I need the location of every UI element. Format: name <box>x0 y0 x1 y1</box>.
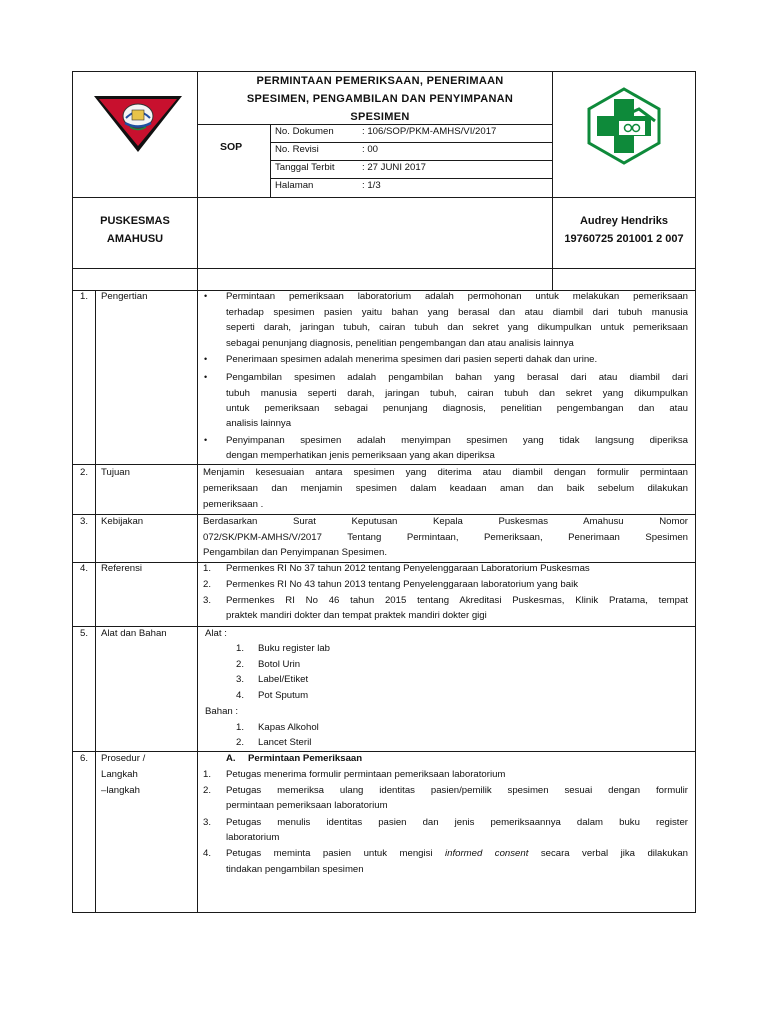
section-4-label: Referensi <box>101 563 143 574</box>
meta-label-page: Halaman <box>275 180 314 191</box>
meta-value-document-no: : 106/SOP/PKM-AMHS/VI/2017 <box>362 126 497 137</box>
section-6-label-line-2: Langkah <box>101 769 138 780</box>
material-1-number: 1. <box>236 722 245 733</box>
sop-label: SOP <box>220 141 243 153</box>
definition-1-line-3: seperti darah, jaringan tubuh, cairan tubuh dan sekret yang dikumpulkan untuk pemeriksaan <box>226 322 688 333</box>
definition-1-line-2: terhadap spesimen pasien yaitu bahan yang berasal dan atau diambil dari tubuh manusia <box>226 307 688 318</box>
section-5-label: Alat dan Bahan <box>101 628 167 639</box>
bullet-icon: • <box>204 435 208 445</box>
meta-value-revision: : 00 <box>362 144 379 155</box>
section-3-label: Kebijakan <box>101 516 144 527</box>
reference-3-line-1: Permenkes RI No 46 tahun 2015 tentang Akreditasi Puskesmas, Klinik Pratama, tempat <box>226 595 688 606</box>
section-3-number: 3. <box>80 516 89 527</box>
material-2-number: 2. <box>236 737 245 748</box>
section-4-number: 4. <box>80 563 89 574</box>
org-divider <box>72 268 696 269</box>
policy-line-2: 072/SK/PKM-AMHS/V/2017 Tentang Permintaan, Pemeriksaan, Penerimaan Spesimen <box>203 532 688 543</box>
reference-1-text: Permenkes RI No 37 tahun 2012 tentang Penyelenggaraan Laboratorium Puskesmas <box>226 563 590 574</box>
signatory-name: Audrey Hendriks <box>579 215 669 227</box>
section-6-label-line-1: Prosedur / <box>101 753 146 764</box>
step-4-line-2: tindakan pengambilan spesimen <box>226 864 364 875</box>
step-4-post: secara verbal jika dilakukan <box>528 848 688 859</box>
meta-value-page: : 1/3 <box>362 180 381 191</box>
section-divider-5 <box>72 751 696 752</box>
definition-4-line-1: Penyimpanan spesimen adalah menyimpan spesimen yang tidak langsung diperiksa <box>226 435 688 446</box>
step-3-line-1: Petugas menulis identitas pasien dan jenis pemeriksaannya dalam buku register <box>226 817 688 828</box>
tools-label: Alat : <box>205 628 227 639</box>
tool-3-number: 3. <box>236 674 245 685</box>
materials-label: Bahan : <box>205 706 239 717</box>
procedure-subheading-letter: A. <box>226 753 236 764</box>
policy-line-3: Pengambilan dan Penyimpanan Spesimen. <box>203 547 388 558</box>
step-2-number: 2. <box>203 785 212 796</box>
title-line-3: SPESIMEN <box>350 111 410 123</box>
procedure-subheading: Permintaan Pemeriksaan <box>248 753 363 764</box>
step-1-number: 1. <box>203 769 212 780</box>
kota-ambon-emblem <box>92 92 184 154</box>
header-divider <box>72 197 696 198</box>
tool-4-number: 4. <box>236 690 245 701</box>
tool-4-text: Pot Sputum <box>258 690 309 701</box>
definition-4-line-2: dengan memperhatikan jenis pemeriksaan yang akan diperiksa <box>226 450 495 461</box>
definition-1-line-4: sebagai penunjang diagnosis, penelitian pengembangan dan atau analisis lainnya <box>226 338 574 349</box>
step-3-line-2: laboratorium <box>226 832 280 843</box>
signatory-block <box>553 212 695 248</box>
step-3-number: 3. <box>203 817 212 828</box>
purpose-line-1: Menjamin kesesuaian antara spesimen yang diterima atau diambil dengan formulir permintaan <box>203 467 688 478</box>
step-2-line-1: Petugas memeriksa ulang identitas pasien/pemilik spesimen sesuai dengan formulir <box>226 785 688 796</box>
number-column-divider <box>95 290 96 913</box>
organization-name <box>73 212 197 248</box>
meta-label-issue-date: Tanggal Terbit <box>275 162 335 173</box>
reference-3-line-2: praktek mandiri dokter dan tempat praktek mandiri dokter gigi <box>226 610 487 621</box>
definition-2-line-1: Penerimaan spesimen adalah menerima spesimen dari pasien seperti dahak dan urine. <box>226 354 598 365</box>
definition-3-line-3: untuk pemeriksaan sebagai penunjang diagnosis, penelitian pengembangan dan atau <box>226 403 688 414</box>
meta-value-issue-date: : 27 JUNI 2017 <box>362 162 426 173</box>
section-6-number: 6. <box>80 753 89 764</box>
bullet-icon: • <box>204 291 208 301</box>
definition-1-line-1: Permintaan pemeriksaan laboratorium adalah permohonan untuk melakukan pemeriksaan <box>226 291 688 302</box>
title-line-2: SPESIMEN, PENGAMBILAN DAN PENYIMPANAN <box>246 93 514 105</box>
definition-3-line-1: Pengambilan spesimen adalah pengambilan bahan yang berasal dari atau diambil dari <box>226 372 688 383</box>
reference-3-number: 3. <box>203 595 212 606</box>
definition-3-line-2: tubuh manusia seperti darah, jaringan tubuh, cairan tubuh dan sekret yang dikumpulkan <box>226 388 688 399</box>
step-1-text: Petugas menerima formulir permintaan pemeriksaan laboratorium <box>226 769 506 780</box>
section-5-number: 5. <box>80 628 89 639</box>
section-1-number: 1. <box>80 291 89 302</box>
meta-label-document-no: No. Dokumen <box>275 126 334 137</box>
bullet-icon: • <box>204 372 208 382</box>
organization-line-2: AMAHUSU <box>106 233 164 245</box>
tool-1-text: Buku register lab <box>258 643 330 654</box>
section-2-label: Tujuan <box>101 467 130 478</box>
section-2-number: 2. <box>80 467 89 478</box>
policy-line-1: Berdasarkan Surat Keputusan Kepala Puskesmas Amahusu Nomor <box>203 516 688 527</box>
document-title <box>210 72 550 126</box>
tool-2-number: 2. <box>236 659 245 670</box>
tool-2-text: Botol Urin <box>258 659 301 670</box>
puskesmas-logo <box>585 87 663 165</box>
bullet-icon: • <box>204 354 208 364</box>
purpose-line-3: pemeriksaan . <box>203 499 264 510</box>
section-1-label: Pengertian <box>101 291 148 302</box>
step-4-number: 4. <box>203 848 212 859</box>
tool-1-number: 1. <box>236 643 245 654</box>
section-6-label-line-3: –langkah <box>101 785 140 796</box>
column-divider-right <box>552 71 553 290</box>
reference-1-number: 1. <box>203 563 212 574</box>
reference-2-number: 2. <box>203 579 212 590</box>
step-4-italic-term: informed consent <box>445 848 529 859</box>
meta-label-revision: No. Revisi <box>275 144 319 155</box>
material-2-text: Lancet Steril <box>258 737 312 748</box>
title-line-1: PERMINTAAN PEMERIKSAAN, PENERIMAAN <box>256 75 504 87</box>
table-border-bottom <box>72 912 696 913</box>
tool-3-text: Label/Etiket <box>258 674 309 685</box>
signatory-nip: 19760725 201001 2 007 <box>564 233 684 245</box>
reference-2-text: Permenkes RI No 43 tahun 2013 tentang Penyelenggaraan laboratorium yang baik <box>226 579 579 590</box>
material-1-text: Kapas Alkohol <box>258 722 319 733</box>
step-2-line-2: permintaan pemeriksaan laboratorium <box>226 800 388 811</box>
step-4-line-1 <box>226 846 688 862</box>
definition-3-line-4: analisis lainnya <box>226 418 292 429</box>
purpose-line-2: pemeriksaan dan menjamin spesimen dalam keadaan aman dan baik sebelum dilakukan <box>203 483 688 494</box>
step-4-pre: Petugas meminta pasien untuk mengisi <box>226 848 445 859</box>
organization-line-1: PUSKESMAS <box>100 215 170 227</box>
